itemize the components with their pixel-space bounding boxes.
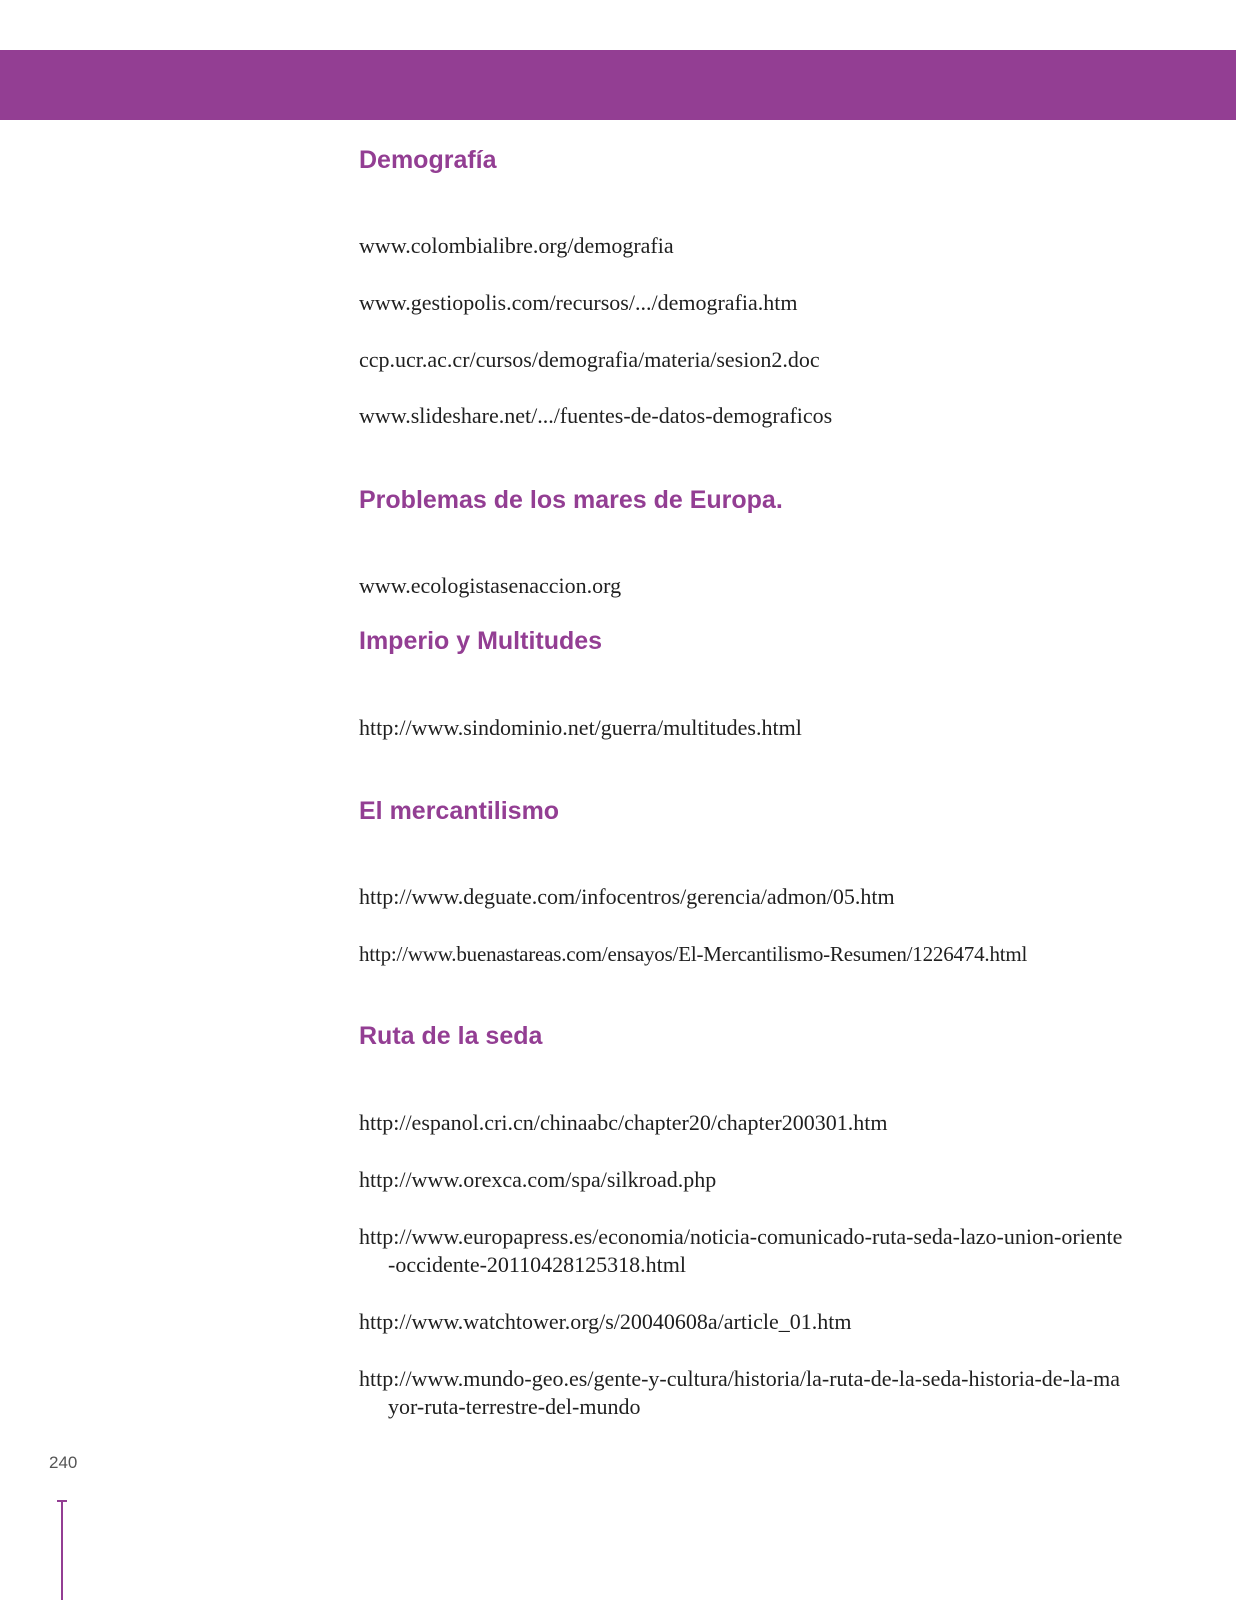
reference-link[interactable]: www.slideshare.net/.../fuentes-de-datos-demograficos — [359, 403, 833, 428]
section-heading-demografia: Demografía — [359, 146, 497, 174]
reference-link[interactable]: http://www.mundo-geo.es/gente-y-cultura/historia/la-ruta-de-la-seda-historia-de-la-mayor-ruta-terrestre-del-mundo — [359, 1366, 1120, 1419]
reference-link[interactable]: http://www.sindominio.net/guerra/multitudes.html — [359, 715, 802, 740]
reference-link[interactable]: ccp.ucr.ac.cr/cursos/demografia/materia/sesion2.doc — [359, 347, 820, 372]
reference-link[interactable]: http://espanol.cri.cn/chinaabc/chapter20/chapter200301.htm — [359, 1110, 888, 1135]
section-heading-mercantilismo: El mercantilismo — [359, 797, 560, 825]
section-heading-ruta-seda: Ruta de la seda — [359, 1022, 543, 1050]
reference-link[interactable]: http://www.deguate.com/infocentros/gerencia/admon/05.htm — [359, 884, 895, 909]
reference-link[interactable]: http://www.europapress.es/economia/noticia-comunicado-ruta-seda-lazo-union-oriente-occidente-20110428125318.html — [359, 1224, 1123, 1277]
reference-link[interactable]: http://www.watchtower.org/s/20040608a/article_01.htm — [359, 1309, 852, 1334]
reference-link[interactable]: http://www.buenastareas.com/ensayos/El-Mercantilismo-Resumen/1226474.html — [359, 942, 1028, 966]
reference-link[interactable]: http://www.orexca.com/spa/silkroad.php — [359, 1167, 717, 1192]
page-number: 240 — [49, 1453, 78, 1472]
header-band — [0, 50, 1236, 120]
margin-line-decoration — [61, 1501, 63, 1600]
section-heading-imperio-multitudes: Imperio y Multitudes — [359, 627, 603, 655]
section-heading-mares-europa: Problemas de los mares de Europa. — [359, 486, 783, 514]
reference-link[interactable]: www.ecologistasenaccion.org — [359, 573, 622, 598]
reference-link[interactable]: www.colombialibre.org/demografia — [359, 233, 674, 258]
reference-link[interactable]: www.gestiopolis.com/recursos/.../demografia.htm — [359, 290, 798, 315]
